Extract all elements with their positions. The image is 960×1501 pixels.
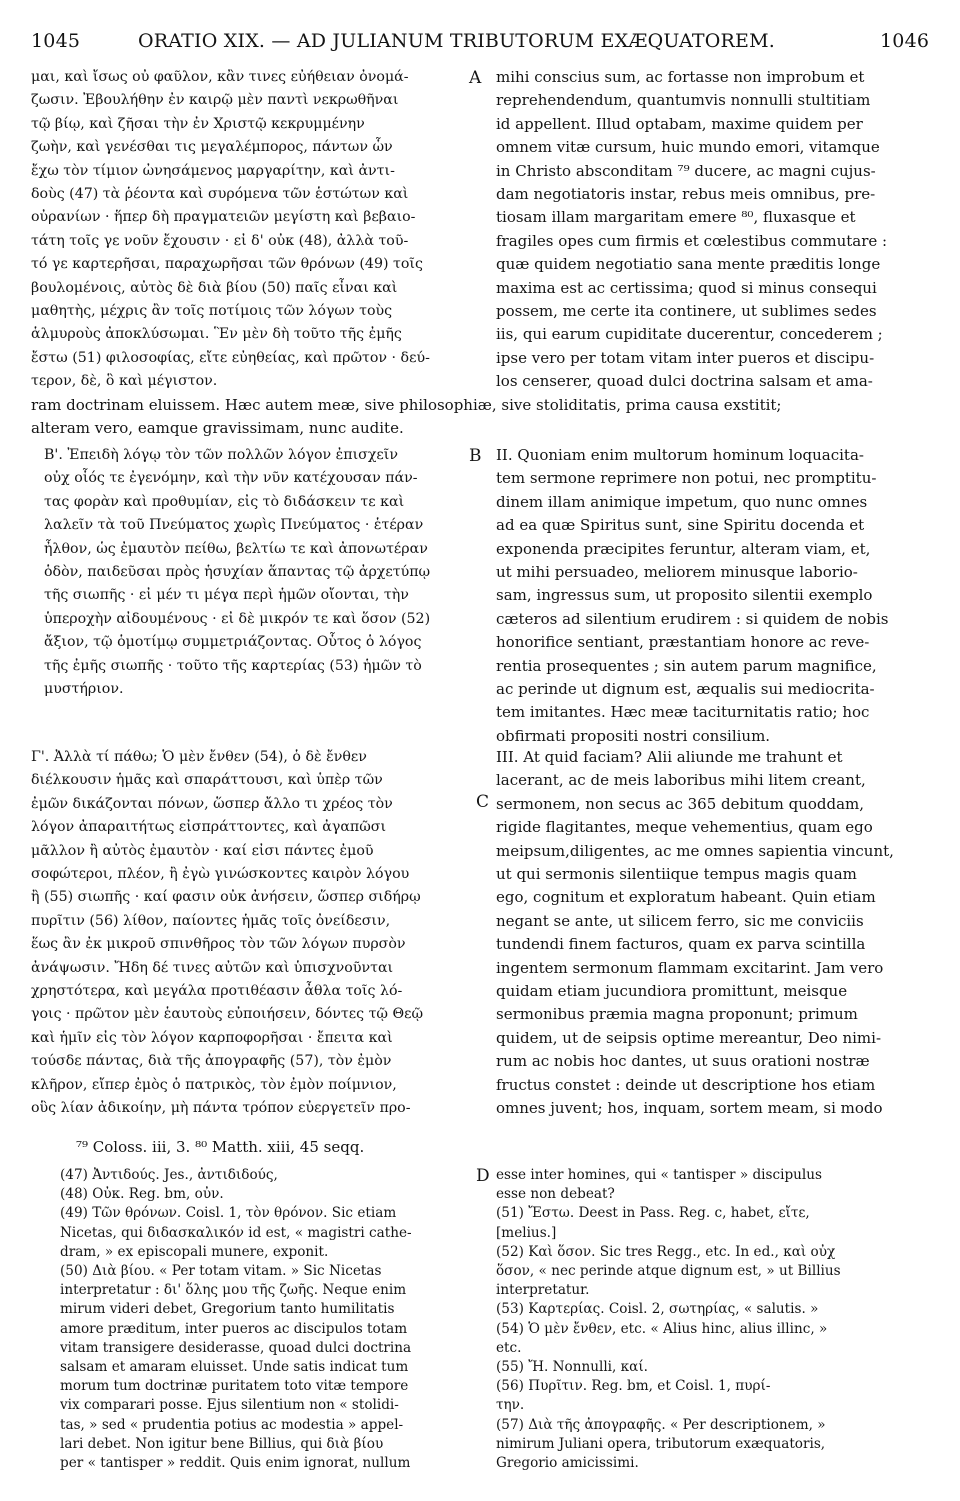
text-line: οὓς λίαν ἀδικοίην, μὴ πάντα τρόπον εὐεργετεῖν προ- xyxy=(31,1100,411,1117)
text-line: cæteros ad silentium erudirem : si quidem de nobis xyxy=(496,609,889,628)
text-line: (55) Ἤ. Nonnulli, καί. xyxy=(496,1359,648,1376)
text-line: ἁλμυροὺς ἀποκλύσωμαι. Ἓν μὲν δὴ τοῦτο τῆς ἐμῆς xyxy=(31,326,402,343)
section2-latin xyxy=(496,444,930,748)
text-line: μαι, καὶ ἴσως οὐ φαῦλον, κἂν τινες εὐήθειαν ὀνομά- xyxy=(31,69,409,85)
text-line: esse non debeat? xyxy=(496,1186,615,1203)
text-line: ram doctrinam eluissem. Hæc autem meæ, sive philosophiæ, sive stoliditatis, prima causa exstitit; xyxy=(31,396,782,414)
text-line: καὶ ἡμῖν εἰς τὸν λόγον καρποφορῆσαι · ἔπειτα καὶ xyxy=(31,1029,393,1046)
text-line: λαλεῖν τὰ τοῦ Πνεύματος χωρὶς Πνεύματος · ἑτέραν xyxy=(44,517,424,534)
text-line: ὅσον, « nec perinde atque dignum est, » ut Billius xyxy=(496,1263,841,1280)
text-line: interpretatur. xyxy=(496,1282,590,1299)
text-line: (51) Ἔστω. Deest in Pass. Reg. c, habet, εἴτε, xyxy=(496,1205,810,1222)
text-line: λόγον ἀπαραιτήτως εἰσπράττοντες, καὶ ἀγαπῶσι xyxy=(31,819,387,836)
section1-greek xyxy=(31,66,463,394)
text-line: obfirmati propositi nostri consilium. xyxy=(496,726,771,745)
text-line: ἐμῶν δικάζονται πόνων, ὥσπερ ἄλλο τι χρέος τὸν xyxy=(31,795,393,812)
text-line: negant se ante, ut silicem ferro, sic me conviciis xyxy=(496,911,864,930)
text-line: ipse vero per totam vitam inter pueros et discipu- xyxy=(496,348,875,367)
text-line: μᾶλλον ἢ αὐτὸς ἐμαυτὸν · καί εἰσι πάντες ἐμοῦ xyxy=(31,842,374,859)
text-line: Nicetas, qui διδασκαλικόν id est, « magistri cathe- xyxy=(60,1224,412,1241)
text-line: Gregorio amicissimi. xyxy=(496,1455,639,1472)
text-line: id appellent. Illud optabam, maxime quidem per xyxy=(496,114,863,133)
text-line: σοφώτεροι, πλέον, ἢ ἐγὼ γινώσκοντες καιρὸν λόγου xyxy=(31,866,410,883)
text-line: διέλκουσιν ἡμᾶς καὶ σπαράττουσι, καὶ ὑπὲρ τῶν xyxy=(31,772,383,789)
text-line: mirum videri debet, Gregorium tanto humilitatis xyxy=(60,1301,395,1318)
text-line: etc. xyxy=(496,1339,522,1356)
margin-letter-a: A xyxy=(469,68,482,88)
text-line: dinem illam animique impetum, quo nunc omnes xyxy=(496,492,868,511)
text-line: vix comparari posse. Ejus silentium non « stolidi- xyxy=(60,1397,399,1414)
section1-latin xyxy=(496,66,930,394)
text-line: omnes juvent; hos, inquam, sortem meam, si modo xyxy=(496,1099,883,1118)
text-line: reprehendendum, quantumvis nonnulli stultitiam xyxy=(496,91,871,110)
text-line: ἢ (55) σιωπῆς · καί φασιν οὐκ ἀνήσειν, ὥσπερ σιδήρῳ xyxy=(31,889,421,906)
text-line: rentia prosequentes ; sin autem parum magnifice, xyxy=(496,656,877,675)
text-line: tiosam illam margaritam emere ⁸⁰, fluxasque et xyxy=(496,208,856,227)
text-line: quidam etiam jucundiora promittunt, meisque xyxy=(496,982,848,1001)
text-line: interpretatur : δι' ὅλης μου τῆς ζωῆς. Neque enim xyxy=(60,1282,407,1299)
text-line: sermonibus præmia magna proponunt; primum xyxy=(496,1005,858,1024)
text-line: quidem, ut de seipsis optime mereantur, Deo nimi- xyxy=(496,1028,882,1047)
footnotes-left xyxy=(60,1166,464,1473)
text-line: ζωσιν. Ἐβουλήθην ἐν καιρῷ μὲν παντὶ νεκρωθῆναι xyxy=(31,92,399,109)
page-title: ORATIO XIX. — AD JULIANUM TRIBUTORUM EXÆQUATOREM. xyxy=(138,30,775,52)
text-line: tem sermone reprimere non potui, nec promptitu- xyxy=(496,469,877,488)
text-line: ἄξιον, τῷ ὁμοτίμῳ συμμετριάζοντας. Οὗτος ὁ λόγος xyxy=(44,634,422,651)
text-line: τό γε καρτερῆσαι, παραχωρῆσαι τῶν θρόνων (49) τοῖς xyxy=(31,256,423,273)
text-line: [melius.] xyxy=(496,1224,557,1241)
text-line: iis, qui earum cupiditate ducerentur, concederem ; xyxy=(496,325,883,344)
text-line: mihi conscius sum, ac fortasse non improbum et xyxy=(496,68,865,86)
text-line: lari debet. Non igitur bene Billius, qui διὰ βίου xyxy=(60,1435,384,1452)
text-line: tem imitantes. Hæc meæ taciturnitatis ratio; hoc xyxy=(496,703,870,722)
text-line: ad ea quæ Spiritus sunt, sine Spiritu docenda et xyxy=(496,516,865,535)
text-line: fragiles opes cum firmis et cœlestibus commutare : xyxy=(496,231,888,250)
text-line: την. xyxy=(496,1397,525,1414)
text-line: (52) Καὶ ὅσον. Sic tres Regg., etc. In ed., καὶ οὐχ xyxy=(496,1243,836,1260)
text-line: ὁδὸν, παιδεῦσαι πρὸς ἡσυχίαν ἅπαντας τῷ ἀρχετύπῳ xyxy=(44,564,431,581)
text-line: esse inter homines, qui « tantisper » discipulus xyxy=(496,1167,822,1183)
text-line: τάτη τοῖς γε νοῦν ἔχουσιν · εἰ δ' οὐκ (48), ἀλλὰ τοῦ- xyxy=(31,232,409,249)
text-line: II. Quoniam enim multorum hominum loquacita- xyxy=(496,446,864,464)
text-line: (56) Πυρῖτιν. Reg. bm, et Coisl. 1, πυρί- xyxy=(496,1378,771,1395)
text-line: salsam et amaram eluisset. Unde satis indicat tum xyxy=(60,1359,409,1376)
text-line: ἔστω (51) φιλοσοφίας, εἴτε εὐηθείας, καὶ πρῶτον · δεύ- xyxy=(31,349,430,366)
text-line: κλῆρον, εἴπερ ἐμὸς ὁ πατρικὸς, τὸν ἐμὸν ποίμνιον, xyxy=(31,1076,397,1093)
section3-greek xyxy=(31,746,463,1121)
text-line: ζωὴν, καὶ γενέσθαι τις μεγαλέμπορος, πάντων ὧν xyxy=(31,139,393,156)
margin-letter-d: D xyxy=(476,1166,490,1186)
text-line: sermonem, non secus ac 365 debitum quoddam, xyxy=(496,794,865,813)
scripture-references: ⁷⁹ Coloss. iii, 3. ⁸⁰ Matth. xiii, 45 seqq. xyxy=(76,1138,365,1156)
margin-letter-b: B xyxy=(469,446,482,466)
text-line: alteram vero, eamque gravissimam, nunc audite. xyxy=(31,419,404,437)
text-line: (57) Διὰ τῆς ἀπογραφῆς. « Per descriptionem, » xyxy=(496,1416,826,1433)
text-line: honorifice sentiant, præstantiam honore ac reve- xyxy=(496,633,870,652)
text-line: δοὺς (47) τὰ ῥέοντα καὶ συρόμενα τῶν ἑστώτων καὶ xyxy=(31,186,409,203)
text-line: μυστήριον. xyxy=(44,681,124,698)
section2-greek xyxy=(44,444,464,701)
text-line: maxima est ac certissima; quod si minus consequi xyxy=(496,278,877,297)
text-line: τούσδε πάντας, διὰ τῆς ἀπογραφῆς (57), τὸν ἐμὸν xyxy=(31,1053,392,1070)
text-line: nimirum Juliani opera, tributorum exæquatoris, xyxy=(496,1435,826,1452)
text-line: tundendi finem facturos, quam ex parva scintilla xyxy=(496,935,866,954)
footnotes-right xyxy=(496,1166,928,1473)
page-number-left: 1045 xyxy=(31,30,81,52)
text-line: τερον, δὲ, ὃ καὶ μέγιστον. xyxy=(31,373,218,390)
text-line: ut mihi persuadeo, meliorem minusque laborio- xyxy=(496,563,858,582)
page-number-right: 1046 xyxy=(880,30,930,52)
text-line: rigide flagitantes, meque vehementius, quam ego xyxy=(496,818,873,837)
text-line: tas, » sed « prudentia potius ac modestia » appel- xyxy=(60,1416,404,1433)
text-line: los censerer, quoad dulci doctrina salsam et ama- xyxy=(496,372,873,391)
text-line: (49) Τῶν θρόνων. Coisl. 1, τὸν θρόνον. Sic etiam xyxy=(60,1205,397,1222)
text-line: possem, me certe ita continere, ut sublimes sedes xyxy=(496,302,877,321)
text-line: ego, cognitum et exploratum habeant. Quin etiam xyxy=(496,888,876,907)
text-line: τῷ βίῳ, καὶ ζῆσαι τὴν ἐν Χριστῷ κεκρυμμένην xyxy=(31,115,365,132)
text-line: exponenda præcipites feruntur, alteram viam, et, xyxy=(496,539,871,558)
text-line: (47) Ἀντιδούς. Jes., ἀντιδιδούς, xyxy=(60,1167,278,1183)
text-line: sam, ingressus sum, ut proposito silentii exemplo xyxy=(496,586,873,605)
text-line: quæ quidem negotiatio sana mente præditis longe xyxy=(496,255,881,274)
text-line: γοις · πρῶτον μὲν ἑαυτοὺς εὐποιήσειν, δόντες τῷ Θεῷ xyxy=(31,1006,424,1023)
text-line: amore præditum, inter pueros ac discipulos totam xyxy=(60,1320,408,1337)
text-line: ac perinde ut dignum est, æqualis sui mediocrita- xyxy=(496,680,875,699)
text-line: ut qui sermonis silentiique tempus magis quam xyxy=(496,865,857,884)
text-line: ἦλθον, ὡς ἐμαυτὸν πείθω, βελτίω τε καὶ ἀπονωτέραν xyxy=(44,540,428,557)
text-line: meipsum,diligentes, ac me omnes sapientia vincunt, xyxy=(496,841,894,860)
text-line: μαθητὴς, μέχρις ἂν τοῖς ποτίμοις τῶν λόγων τοὺς xyxy=(31,303,393,320)
text-line: fructus constet : deinde ut descriptione hos etiam xyxy=(496,1075,876,1094)
text-line: ἕως ἂν ἐκ μικροῦ σπινθῆρος τὸν τῶν λόγων πυρσὸν xyxy=(31,936,406,953)
text-line: (48) Οὐκ. Reg. bm, οὐν. xyxy=(60,1186,224,1203)
text-line: Β'. Ἐπειδὴ λόγῳ τὸν τῶν πολλῶν λόγον ἐπισχεῖν xyxy=(44,447,398,463)
text-line: βουλομένοις, αὐτὸς δὲ διὰ βίου (50) παῖς εἶναι καὶ xyxy=(31,279,398,296)
text-line: ἀνάψωσιν. Ἤδη δέ τινες αὐτῶν καὶ ὑπισχνοῦνται xyxy=(31,959,394,976)
text-line: πυρῖτιν (56) λίθον, παίοντες ἡμᾶς τοῖς ὀνείδεσιν, xyxy=(31,912,391,929)
margin-letter-c: C xyxy=(476,792,490,812)
text-line: τῆς σιωπῆς · εἰ μέν τι μέγα περὶ ἡμῶν οἴονται, τὴν xyxy=(44,587,409,604)
text-line: ὑπεροχὴν αἰδουμένους · εἰ δὲ μικρόν τε καὶ ὅσον (52) xyxy=(44,610,431,627)
text-line: vitam transigere desiderasse, quoad dulci doctrina xyxy=(60,1339,412,1356)
text-line: dram, » ex episcopali munere, exponit. xyxy=(60,1243,329,1260)
text-line: (53) Καρτερίας. Coisl. 2, σωτηρίας, « salutis. » xyxy=(496,1301,819,1318)
section1-full-width xyxy=(31,394,931,440)
text-line: III. At quid faciam? Alii aliunde me trahunt et xyxy=(496,748,843,766)
text-line: οὐχ οἷός τε ἐγενόμην, καὶ τὴν νῦν κατέχουσαν πάν- xyxy=(44,470,418,487)
text-line: dam negotiatoris instar, rebus meis omnibus, pre- xyxy=(496,185,876,204)
text-line: per « tantisper » reddit. Quis enim ignorat, nullum xyxy=(60,1455,411,1472)
text-line: τῆς ἐμῆς σιωπῆς · τοῦτο τῆς καρτερίας (53) ἡμῶν τὸ xyxy=(44,657,422,674)
text-line: morum tum doctrinæ puritatem toto vitæ tempore xyxy=(60,1378,409,1395)
text-line: omnem vitæ cursum, huic mundo emori, vitamque xyxy=(496,138,880,157)
text-line: ingentem sermonum flammam excitarint. Jam vero xyxy=(496,958,884,977)
text-line: ἔχω τὸν τίμιον ὠνησάμενος μαργαρίτην, καὶ ἀντι- xyxy=(31,162,395,179)
text-line: in Christo absconditam ⁷⁹ ducere, ac magni cujus- xyxy=(496,161,876,180)
text-line: χρηστότερα, καὶ μεγάλα προτιθέασιν ἆθλα τοῖς λό- xyxy=(31,983,403,1000)
text-line: (50) Διὰ βίου. « Per totam vitam. » Sic Nicetas xyxy=(60,1263,382,1280)
section3-latin xyxy=(496,746,930,1121)
text-line: Γ'. Ἀλλὰ τί πάθω; Ὁ μὲν ἔνθεν (54), ὁ δὲ ἔνθεν xyxy=(31,749,367,765)
text-line: τας φορὰν καὶ προθυμίαν, εἰς τὸ διδάσκειν τε καὶ xyxy=(44,493,405,510)
text-line: οὐρανίων · ἥπερ δὴ πραγματειῶν μεγίστη καὶ βεβαιο- xyxy=(31,209,416,226)
text-line: rum ac nobis hoc dantes, ut suus orationi nostræ xyxy=(496,1052,870,1071)
text-line: (54) Ὁ μὲν ἔνθεν, etc. « Alius hinc, alius illinc, » xyxy=(496,1320,828,1337)
text-line: lacerant, ac de meis laboribus mihi litem creant, xyxy=(496,771,866,790)
